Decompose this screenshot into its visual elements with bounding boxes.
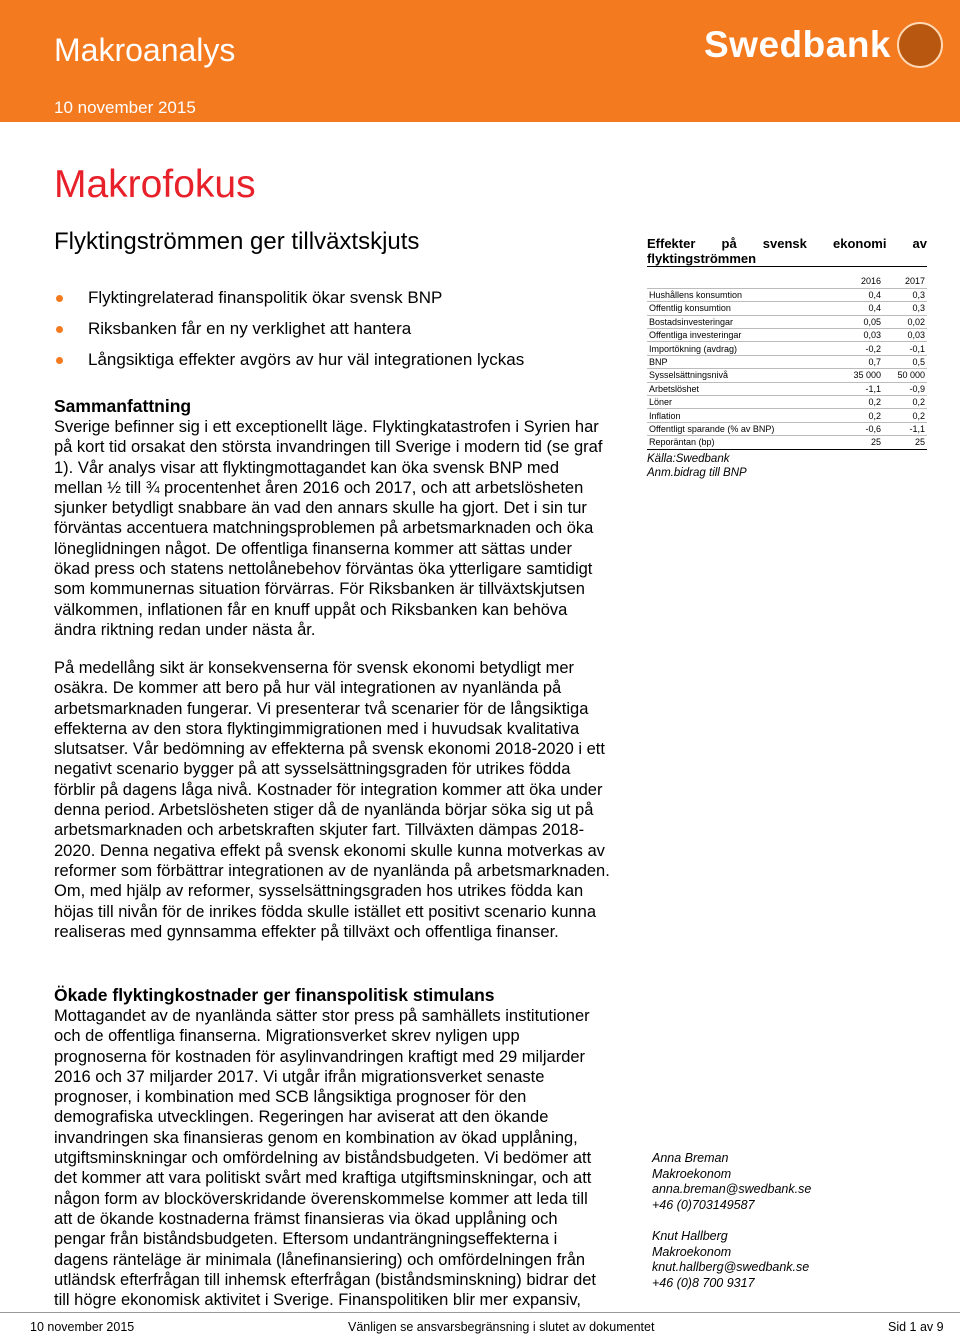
medium-term-paragraph: På medellång sikt är konsekvenserna för svensk ekonomi betydligt mer osäkra. De kommer att bero på hur väl integrationen av nyanlända på arbetsmarknaden fungerar. Vi presenterar två scenarier för de långsiktiga effekterna av den stora flyktingimmigrationen med i huvudsak kvalitativa slutsatser. Vår bedömning av effekterna på svensk ekonomi 2018-2020 i ett negativt scenario bygger på att sysselsättningsgraden för utrikes födda förblir på dagens låga nivå. Kostnader för integration kommer att öka under denna period. Arbetslösheten stiger då de nyanlända börjar söka sig ut på arbetsmarknaden och arbetskraften skjuter fart. Tillväxten dämpas 2018-2020. Denna negativa effekt på svensk ekonomi skulle kunna motverkas av reformer som förbättrar integrationen av de nyanlända på arbetsmarknaden. Om, med hjälp av reformer, sysselsättningsgraden hos utrikes födda kan höjas till nivån för de inrikes födda skulle istället ett positivt scenario kunna realiseras med gynnsamma effekter på tillväxt och offentliga finanser.: [54, 659, 610, 941]
contact-email-link[interactable]: knut.hallberg@swedbank.se: [652, 1260, 810, 1274]
value-cell-2017: 0,3: [883, 302, 927, 315]
bullet-dot-icon: [56, 295, 63, 302]
value-cell-2017: -0,9: [883, 382, 927, 395]
bullet-dot-icon: [56, 326, 63, 333]
table-header-cell: 2017: [883, 275, 927, 288]
value-cell-2016: 0,2: [839, 396, 883, 409]
row-label-cell: Importökning (avdrag): [647, 342, 839, 355]
table-row: [647, 436, 927, 449]
value-cell-2017: -0,1: [883, 342, 927, 355]
table-row: [647, 342, 927, 355]
table-row: [647, 422, 927, 435]
table-row: [647, 315, 927, 328]
effects-table-box: [647, 236, 927, 480]
effects-table-title-line2: flyktingströmmen: [647, 251, 927, 267]
table-header-empty: [647, 275, 839, 288]
key-point: [54, 287, 594, 318]
key-point-text: Flyktingrelaterad finanspolitik ökar svensk BNP: [88, 288, 443, 307]
contact-phone: +46 (0)703149587: [652, 1197, 755, 1212]
summary-section: [54, 396, 610, 640]
report-date: 10 november 2015: [54, 98, 196, 117]
oak-tree-seal-icon: [897, 22, 943, 68]
refugee-costs-heading: Ökade flyktingkostnader ger finanspolitisk stimulans: [54, 985, 495, 1005]
contact-name: Anna Breman: [652, 1151, 729, 1165]
table-row: [647, 329, 927, 342]
value-cell-2016: -0,2: [839, 342, 883, 355]
row-label-cell: Offentliga investeringar: [647, 329, 839, 342]
value-cell-2016: 35 000: [839, 369, 883, 382]
refugee-costs-section: [54, 985, 610, 1310]
value-cell-2017: 0,3: [883, 288, 927, 301]
contact-email-link[interactable]: anna.breman@swedbank.se: [652, 1182, 812, 1196]
row-label-cell: Offentlig konsumtion: [647, 302, 839, 315]
key-point: [54, 349, 594, 380]
table-header-row: [647, 275, 927, 288]
report-series-title: Makroanalys: [54, 32, 236, 68]
footer-date: 10 november 2015: [30, 1320, 135, 1334]
contact-phone: +46 (0)8 700 9317: [652, 1275, 755, 1290]
row-label-cell: Reporäntan (bp): [647, 436, 839, 449]
contact-role: Makroekonom: [652, 1244, 732, 1259]
row-label-cell: Sysselsättningsnivå: [647, 369, 839, 382]
key-point-text: Riksbanken får en ny verklighet att hantera: [88, 319, 412, 338]
table-row: [647, 288, 927, 301]
value-cell-2016: 0,7: [839, 355, 883, 368]
value-cell-2016: -0,6: [839, 422, 883, 435]
table-source: Källa:Swedbank: [647, 452, 730, 465]
value-cell-2017: 0,2: [883, 396, 927, 409]
effects-table: [647, 275, 927, 450]
contact-role: Makroekonom: [652, 1166, 732, 1181]
summary-heading: Sammanfattning: [54, 396, 192, 416]
table-note: Anm.bidrag till BNP: [647, 466, 747, 479]
contact-card: [652, 1151, 912, 1213]
document-headline: Flyktingströmmen ger tillväxtskjuts: [54, 228, 420, 255]
key-points-list: [54, 287, 594, 380]
key-point: [54, 318, 594, 349]
row-label-cell: Arbetslöshet: [647, 382, 839, 395]
author-contacts: [652, 1151, 912, 1307]
contact-name: Knut Hallberg: [652, 1229, 728, 1243]
contact-card: [652, 1229, 912, 1291]
table-row: [647, 369, 927, 382]
table-row: [647, 396, 927, 409]
row-label-cell: Inflation: [647, 409, 839, 422]
value-cell-2016: 0,4: [839, 288, 883, 301]
footer-page-number: Sid 1 av 9: [888, 1320, 944, 1334]
value-cell-2016: 0,03: [839, 329, 883, 342]
row-label-cell: Offentligt sparande (% av BNP): [647, 422, 839, 435]
document-category: Makrofokus: [54, 163, 256, 206]
value-cell-2017: 0,2: [883, 409, 927, 422]
footer-disclaimer: Vänligen se ansvarsbegränsning i slutet av dokumentet: [348, 1320, 655, 1334]
key-point-text: Långsiktiga effekter avgörs av hur väl integrationen lyckas: [88, 350, 525, 369]
value-cell-2017: -1,1: [883, 422, 927, 435]
logo-wordmark: Swedbank: [704, 24, 891, 65]
value-cell-2017: 0,03: [883, 329, 927, 342]
table-header-cell: 2016: [839, 275, 883, 288]
value-cell-2016: -1,1: [839, 382, 883, 395]
row-label-cell: Bostadsinvesteringar: [647, 315, 839, 328]
table-row: [647, 409, 927, 422]
table-row: [647, 302, 927, 315]
table-row: [647, 382, 927, 395]
row-label-cell: Hushållens konsumtion: [647, 288, 839, 301]
row-label-cell: BNP: [647, 355, 839, 368]
row-label-cell: Löner: [647, 396, 839, 409]
value-cell-2016: 0,4: [839, 302, 883, 315]
value-cell-2016: 25: [839, 436, 883, 449]
value-cell-2016: 0,2: [839, 409, 883, 422]
effects-table-title-line1: Effekter på svensk ekonomi av: [647, 236, 927, 251]
refugee-costs-paragraph: Mottagandet av de nyanlända sätter stor press på samhällets institutioner och de offentliga finanserna. Migrationsverket skrev nyligen upp prognoserna för kostnaden för asylinvandringen kraftigt med 29 miljarder 2016 och 37 miljarder 2017. Vi utgår ifrån migrationsverket senaste prognoser, i kombination med SCB långsiktiga prognoser för den demografiska utvecklingen. Regeringen har aviserat att den ökande invandringen ska finansieras genom en kombination av ökad upplåning, utgiftsminskningar och omfördelning av biståndsbudgeten. Vi bedömer att det kommer att vara politiskt svårt med kraftiga utgiftsminskningar, och att någon form av blocköverskridande överenskommelse kommer att leda till att de ökande kostnaderna främst finansieras via ökad upplåning och pengar från biståndsbudgeten. Eftersom undanträngningseffekterna i dagens ränteläge är minimala (lånefinansiering) och omfördelningen från utländsk efterfrågan till inhemsk efterfrågan (biståndsminskning) bidrar det till högre ekonomisk aktivitet i Sverige. Finanspolitiken blir mer expansiv,: [54, 1007, 597, 1310]
report-header: [0, 0, 960, 122]
swedbank-logo: [704, 20, 943, 70]
bullet-dot-icon: [56, 357, 63, 364]
summary-paragraph: Sverige befinner sig i ett exceptionellt läge. Flyktingkatastrofen i Syrien har på kort tid orsakat den största invandringen till Sverige i modern tid (se graf 1). Vår analys visar att flyktingmottagandet kan öka svensk BNP med mellan ½ till ¾ procentenhet åren 2016 och 2017, och att arbetslösheten sjunker betydligt snabbare än vad den annars skulle ha gjort. Det i sin tur förväntas accentuera matchningsproblemen på arbetsmarknaden och öka löneglidningen något. De offentliga finanserna kommer att sättas under ökad press och statens nettolånebehov förväntas öka ytterligare samtidigt som kommunernas situation förvärras. För Riksbanken är tillväxtskjutsen välkommen, inflationen får en knuff uppåt och Riksbanken kan behöva ändra riktning redan under nästa år.: [54, 418, 603, 639]
value-cell-2017: 25: [883, 436, 927, 449]
value-cell-2017: 0,5: [883, 355, 927, 368]
value-cell-2017: 50 000: [883, 369, 927, 382]
table-row: [647, 355, 927, 368]
value-cell-2016: 0,05: [839, 315, 883, 328]
value-cell-2017: 0,02: [883, 315, 927, 328]
effects-table-body: [647, 288, 927, 449]
page-footer: [0, 1312, 960, 1336]
